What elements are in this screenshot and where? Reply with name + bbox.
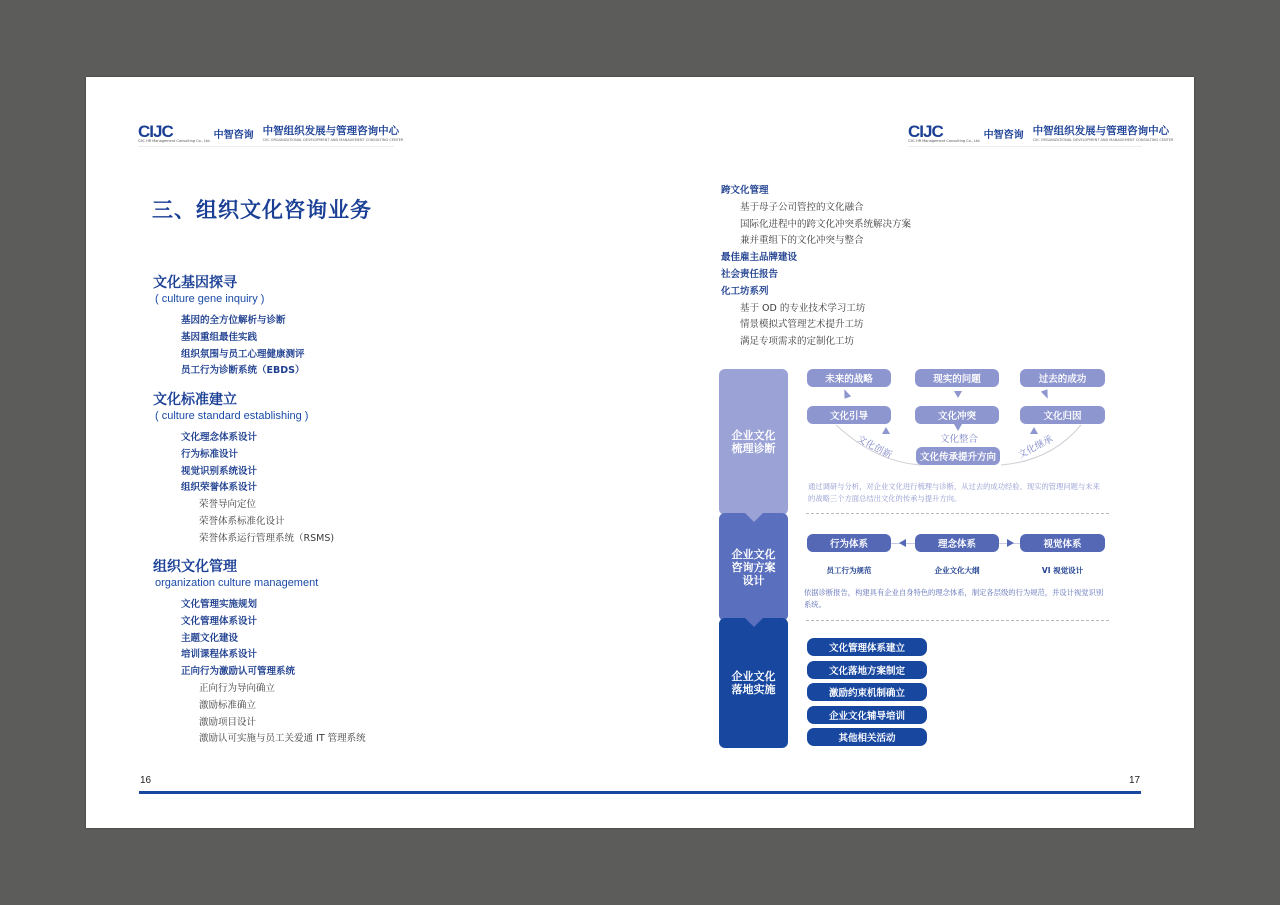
list-item: 基因重组最佳实践 xyxy=(181,331,258,343)
logo-mark-subtext: CIIC HR Management Consulting Co., Ltd. xyxy=(138,138,211,143)
section-subtitle: ( culture gene inquiry ) xyxy=(155,293,265,305)
footer-rule xyxy=(139,791,1141,794)
stage-label: 企业文化 xyxy=(731,547,776,561)
list-item: 化工坊系列 xyxy=(721,285,769,297)
center-name-cn: 中智组织发展与管理咨询中心 xyxy=(1032,125,1170,137)
list-item: 培训课程体系设计 xyxy=(181,649,258,661)
list-item: 文化管理实施规划 xyxy=(181,599,258,610)
label-culture-innovation: 文化创新 xyxy=(854,433,894,462)
box-behavior-system: 行为体系 xyxy=(807,534,891,552)
arrow-left-icon xyxy=(899,539,906,547)
dashed-divider xyxy=(806,620,1109,621)
list-item: 文化理念体系设计 xyxy=(181,432,258,443)
caption-visual: VI 视觉设计 xyxy=(1041,566,1084,575)
list-item: 行为标准设计 xyxy=(181,448,239,460)
list-subitem: 激励项目设计 xyxy=(199,716,257,728)
page-title: 三、组织文化咨询业务 xyxy=(152,198,372,222)
list-subitem: 荣誉导向定位 xyxy=(199,499,257,511)
header-logo-right xyxy=(908,121,1174,147)
stage-label: 咨询方案 xyxy=(731,560,776,574)
logo-mark-text: CIJC xyxy=(138,121,173,141)
box-current-problem: 现实的问题 xyxy=(915,369,999,387)
list-subitem: 荣誉体系运行管理系统（RSMS) xyxy=(199,532,335,544)
list-subitem: 基于母子公司管控的文化融合 xyxy=(740,201,864,213)
label-culture-inheritance: 文化继承 xyxy=(1016,433,1056,462)
arrow-right-icon xyxy=(1007,539,1014,547)
list-subitem: 激励标准确立 xyxy=(199,699,257,711)
arrow-down-icon xyxy=(954,424,962,431)
brochure-spread xyxy=(86,77,1194,828)
list-subitem: 正向行为导向确立 xyxy=(199,682,276,694)
stage-implementation xyxy=(719,618,788,748)
chevron-down-icon xyxy=(745,513,763,522)
page-number-left: 16 xyxy=(140,775,152,786)
section-subtitle: ( culture standard establishing ) xyxy=(155,410,309,422)
list-item: 最佳雇主品牌建设 xyxy=(721,252,798,264)
stage-label: 梳理诊断 xyxy=(731,442,776,455)
label-culture-integration: 文化整合 xyxy=(940,434,979,445)
dashed-divider xyxy=(806,513,1109,514)
impl-item: 激励约束机制确立 xyxy=(807,683,927,701)
list-item: 主题文化建设 xyxy=(181,632,239,644)
arrow-down-icon xyxy=(954,391,962,398)
list-item: 基因的全方位解析与诊断 xyxy=(181,315,286,326)
list-subitem: 基于 OD 的专业技术学习工坊 xyxy=(740,302,866,314)
box-culture-conflict: 文化冲突 xyxy=(915,406,999,424)
company-name-cn: 中智咨询 xyxy=(983,130,1024,141)
stage-label: 设计 xyxy=(742,573,765,587)
center-name-cn: 中智组织发展与管理咨询中心 xyxy=(262,125,400,137)
center-name-en: CIIC ORGANIZATIONAL DEVELOPMENT AND MANAGEMENT CONSULTING CENTER xyxy=(262,138,404,142)
section-title: 文化基因探寻 xyxy=(153,275,237,291)
logo-mark-subtext: CIIC HR Management Consulting Co., Ltd. xyxy=(908,138,981,143)
list-item: 视觉识别系统设计 xyxy=(181,465,258,477)
list-subitem: 荣誉体系标准化设计 xyxy=(199,515,285,527)
list-item: 员工行为诊断系统（EBDS） xyxy=(181,365,305,377)
box-culture-direction: 文化传承提升方向 xyxy=(916,447,1000,465)
ciic-logo-mark xyxy=(138,121,211,144)
list-subitem: 国际化进程中的跨文化冲突系统解决方案 xyxy=(740,218,912,230)
box-concept-system: 理念体系 xyxy=(915,534,999,552)
design-description: 依据诊断报告，构建具有企业自身特色的理念体系，制定各层级的行为规范，并设计视觉识别系统。 xyxy=(804,588,1104,609)
list-subitem: 情景模拟式管理艺术提升工坊 xyxy=(740,319,864,331)
box-culture-guidance: 文化引导 xyxy=(807,406,891,424)
list-item: 跨文化管理 xyxy=(721,185,769,196)
service-list xyxy=(721,183,911,351)
section-culture-gene xyxy=(153,275,305,380)
list-subitem: 激励认可实施与员工关爱通 IT 管理系统 xyxy=(199,733,366,745)
ciic-logo-mark xyxy=(908,121,981,144)
impl-item: 其他相关活动 xyxy=(807,728,927,746)
stage-label: 企业文化 xyxy=(731,429,776,442)
page-number-right: 17 xyxy=(1129,775,1141,786)
center-name-en: CIIC ORGANIZATIONAL DEVELOPMENT AND MANAGEMENT CONSULTING CENTER xyxy=(1032,138,1174,142)
chevron-down-icon xyxy=(745,618,763,627)
stage-diagnosis xyxy=(719,369,788,515)
caption-concept: 企业文化大纲 xyxy=(934,566,980,575)
section-subtitle: organization culture management xyxy=(155,577,319,589)
impl-item: 企业文化辅导培训 xyxy=(807,706,927,724)
stage-design xyxy=(719,513,788,621)
header-logo-left xyxy=(138,121,404,147)
company-name-cn: 中智咨询 xyxy=(213,130,254,141)
section-culture-standard xyxy=(153,392,334,548)
caption-behavior: 员工行为规范 xyxy=(826,566,872,575)
list-item: 文化管理体系设计 xyxy=(181,615,258,627)
section-culture-management xyxy=(153,559,366,748)
list-subitem: 兼并重组下的文化冲突与整合 xyxy=(740,235,864,247)
box-culture-attribution: 文化归因 xyxy=(1020,406,1105,424)
box-future-strategy: 未来的战略 xyxy=(807,369,891,387)
impl-item: 文化管理体系建立 xyxy=(807,638,927,656)
section-title: 组织文化管理 xyxy=(153,559,237,575)
list-item: 组织氛围与员工心理健康测评 xyxy=(181,348,305,360)
impl-item: 文化落地方案制定 xyxy=(807,661,927,679)
list-item: 组织荣誉体系设计 xyxy=(181,482,258,494)
list-subitem: 满足专项需求的定制化工坊 xyxy=(740,336,855,348)
diagnosis-description: 通过调研与分析，对企业文化进行梳理与诊断，从过去的成功经验、现实的管理问题与未来的战略三个方面总结出文化的传承与提升方向。 xyxy=(808,482,1100,503)
section-title: 文化标准建立 xyxy=(153,392,237,408)
logo-mark-text: CIJC xyxy=(908,121,943,141)
stage-label: 企业文化 xyxy=(731,670,776,683)
list-item: 正向行为激励认可管理系统 xyxy=(181,666,296,678)
box-visual-system: 视觉体系 xyxy=(1020,534,1105,552)
stage-label: 落地实施 xyxy=(731,683,776,696)
box-past-success: 过去的成功 xyxy=(1020,369,1105,387)
list-item: 社会责任报告 xyxy=(721,268,779,280)
